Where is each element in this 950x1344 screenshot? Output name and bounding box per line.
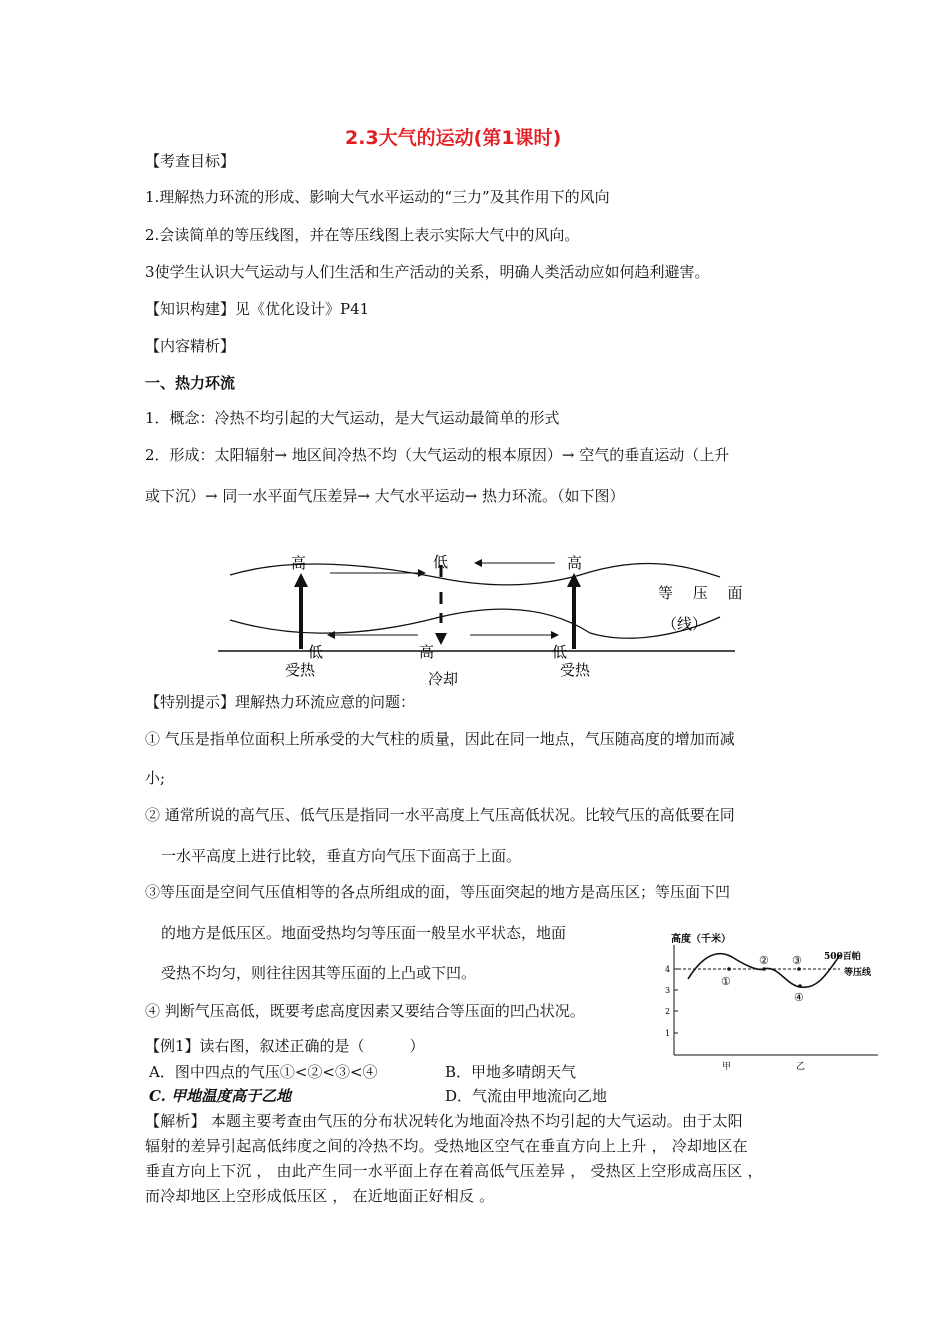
label-heated-right: 受热 [560, 661, 591, 679]
analysis-line-1-text: 【解析】 本题主要考查由气压的分布状况转化为地面冷热不均引起的大气运动。由于太阳 [145, 1112, 743, 1130]
tick-label-4: 4 [665, 965, 671, 974]
point-1-dot [727, 967, 731, 971]
tick-label-3: 3 [665, 986, 671, 995]
label-top-mid-low: 低 [433, 553, 449, 571]
label-isobar-surface: 等 压 面 [658, 584, 743, 602]
objective-2: 2.会读简单的等压线图，并在等压线图上表示实际大气中的风向。 [145, 226, 580, 244]
x-label-yi: 乙 [796, 1062, 806, 1072]
isobar-height-diagram [665, 927, 888, 1077]
pressure-label: 500百帕 [824, 952, 861, 962]
lower-isobar-line [230, 609, 720, 638]
label-top-left-high: 高 [291, 554, 307, 572]
point-1: 1．概念：冷热不均引起的大气运动，是大气运动最简单的形式 [145, 409, 560, 427]
page-title: 2.3大气的运动(第1课时) [345, 127, 562, 149]
label-heated-left: 受热 [285, 661, 316, 679]
tick-label-1: 1 [665, 1029, 671, 1038]
label-top-right-high: 高 [567, 554, 583, 572]
tip-1-line-1: ① 气压是指单位面积上所承受的大气柱的质量，因此在同一地点，气压随高度的增加而减 [145, 730, 735, 748]
section-heading: 一、热力环流 [145, 374, 236, 392]
point-2-dot [762, 967, 766, 971]
rising-arrowhead-left [294, 573, 308, 587]
objective-3: 3使学生认识大气运动与人们生活和生产活动的关系，明确人类活动应如何趋利避害。 [145, 263, 710, 281]
label-isobar-line: （线） [662, 615, 708, 633]
analysis-line-4: 而冷却地区上空形成低压区 ， 在近地面正好相反 。 [145, 1187, 495, 1205]
knowledge-line: 【知识构建】见《优化设计》P41 [145, 300, 370, 318]
analysis-line-1 [145, 1111, 743, 1131]
label-bottom-mid-high: 高 [419, 643, 435, 661]
option-b: B．甲地多晴朗天气 [445, 1063, 577, 1081]
x-label-jia: 甲 [722, 1062, 732, 1072]
thermal-circulation-diagram [200, 545, 780, 695]
analysis-line-3: 垂直方向上下沉 ， 由此产生同一水平面上存在着高低气压差异 ， 受热区上空形成高压区 ， [145, 1162, 763, 1180]
label-bottom-right-low: 低 [552, 643, 568, 661]
sinking-arrowhead [435, 633, 447, 645]
tick-label-2: 2 [665, 1007, 671, 1016]
point-3-label: ③ [792, 954, 802, 967]
tip-1-line-2: 小; [145, 769, 166, 787]
point-4-dot [798, 984, 802, 988]
point-1-label: ① [721, 975, 731, 988]
tip-3-line-3: 受热不均匀，则往往因其等压面的上凸或下凹。 [161, 964, 477, 982]
y-axis-label: 高度（千米） [671, 934, 731, 945]
tip-3-line-2: 的地方是低压区。地面受热均匀等压面一般呈水平状态，地面 [161, 924, 567, 942]
point-4-label: ④ [794, 991, 804, 1004]
point-2-line-1: 2．形成：太阳辐射→ 地区间冷热不均（大气运动的根本原因）→ 空气的垂直运动（上升 [145, 446, 730, 464]
label-bottom-left-low: 低 [308, 643, 324, 661]
objective-1: 1.理解热力环流的形成、影响大气水平运动的“三力”及其作用下的风向 [145, 188, 610, 206]
tip-2-line-1: ② 通常所说的高气压、低气压是指同一水平高度上气压高低状况。比较气压的高低要在同 [145, 806, 735, 824]
example-question: 【例1】读右图，叙述正确的是（ ） [145, 1037, 425, 1055]
point-2-line-2: 或下沉）→ 同一水平面气压差异→ 大气水平运动→ 热力环流。（如下图） [145, 487, 625, 505]
option-c: C. 甲地温度高于乙地 [149, 1087, 292, 1105]
point-2-label: ② [759, 954, 769, 967]
tip-4: ④ 判断气压高低，既要考虑高度因素又要结合等压面的凹凸状况。 [145, 1002, 585, 1020]
tip-heading: 【特别提示】理解热力环流应意的问题： [145, 693, 416, 711]
content-heading: 【内容精析】 [145, 337, 236, 355]
option-a: A．图中四点的气压①<②<③<④ [149, 1063, 378, 1081]
objectives-heading: 【考查目标】 [145, 152, 236, 170]
option-d: D．气流由甲地流向乙地 [445, 1087, 608, 1105]
point-3-dot [797, 967, 801, 971]
tip-2-line-2: 一水平高度上进行比较，垂直方向气压下面高于上面。 [161, 847, 522, 865]
isobar-line-label: 等压线 [844, 968, 872, 978]
label-cooled: 冷却 [428, 670, 459, 688]
analysis-line-2: 辐射的差异引起高低纬度之间的冷热不均。受热地区空气在垂直方向上上升 ， 冷却地区在 [145, 1137, 748, 1155]
tip-3-line-1: ③等压面是空间气压值相等的各点所组成的面，等压面突起的地方是高压区；等压面下凹 [145, 883, 731, 901]
